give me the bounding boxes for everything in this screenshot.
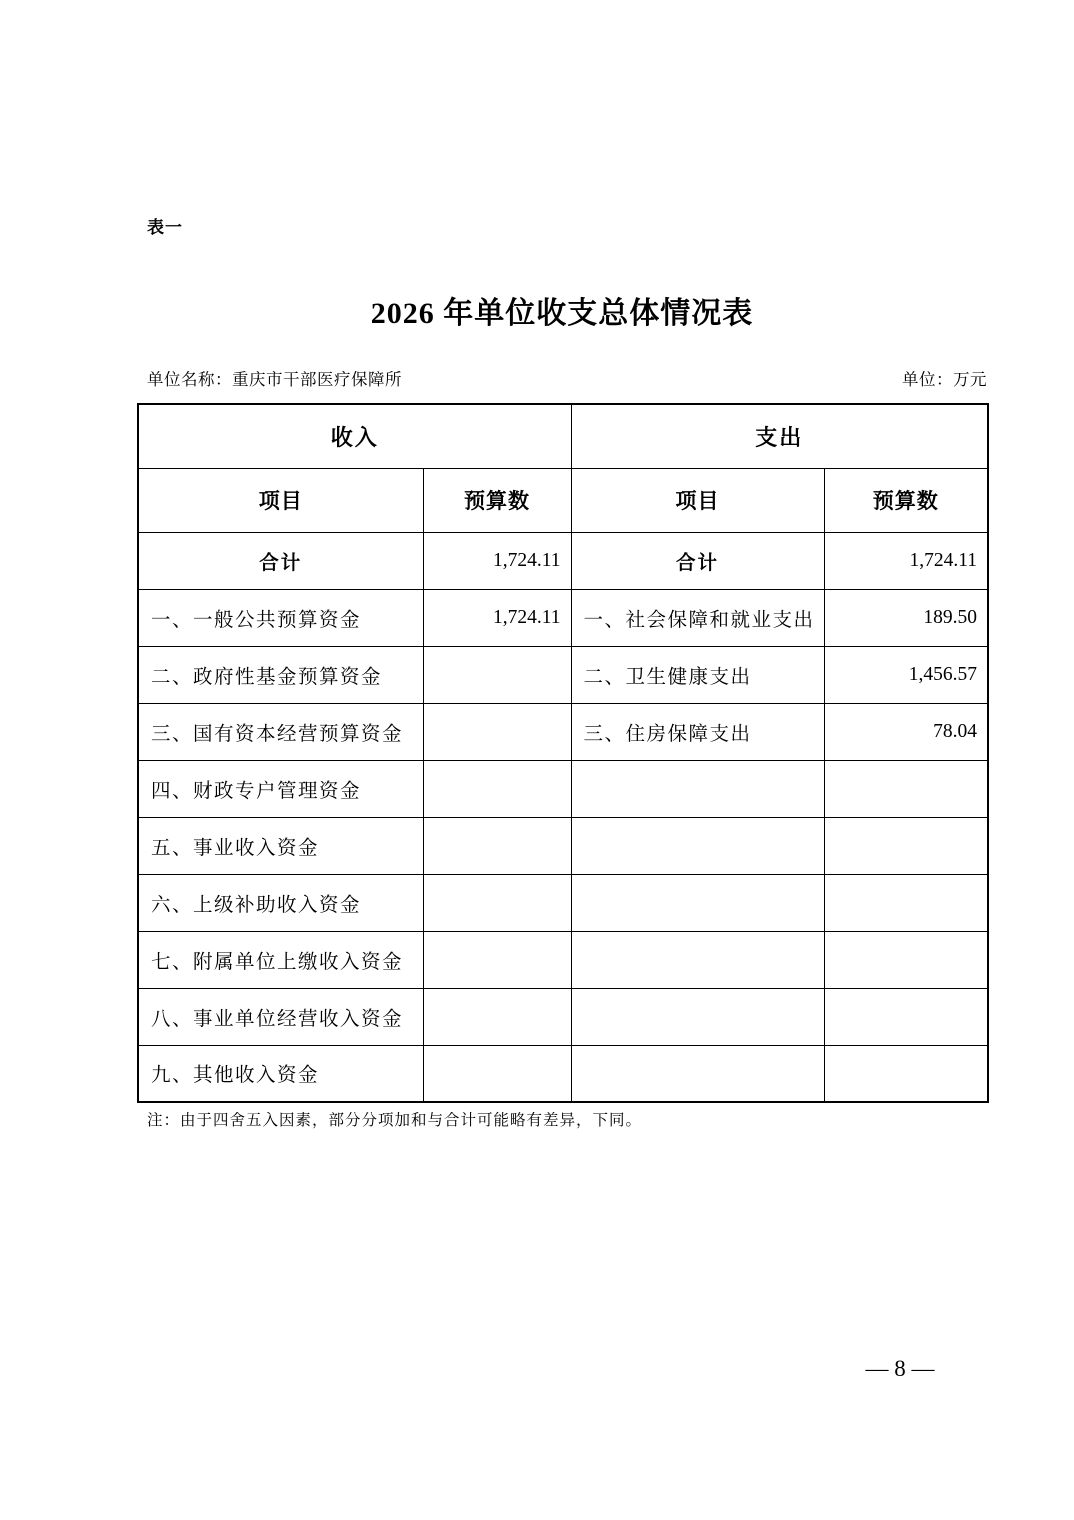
income-item-cell: 九、其他收入资金 [138, 1045, 423, 1102]
income-item-cell: 四、财政专户管理资金 [138, 760, 423, 817]
expense-value-cell [824, 817, 988, 874]
income-value-cell [423, 703, 571, 760]
expense-total-value: 1,724.11 [824, 532, 988, 589]
column-header-row [138, 468, 988, 532]
table-row [138, 874, 988, 931]
expense-value-cell [824, 874, 988, 931]
expense-item-header: 项目 [571, 468, 824, 532]
page-number: — 8 — [865, 1356, 935, 1381]
expense-item-cell: 一、社会保障和就业支出 [571, 589, 824, 646]
total-row [138, 532, 988, 589]
income-total-value: 1,724.11 [423, 532, 571, 589]
table-row [138, 646, 988, 703]
income-item-cell: 七、附属单位上缴收入资金 [138, 931, 423, 988]
income-value-cell [423, 817, 571, 874]
expense-value-cell [824, 988, 988, 1045]
rounding-note: 注：由于四舍五入因素，部分分项加和与合计可能略有差异，下同。 [147, 1112, 643, 1129]
income-total-label: 合计 [138, 532, 423, 589]
expense-total-label: 合计 [571, 532, 824, 589]
income-item-cell: 三、国有资本经营预算资金 [138, 703, 423, 760]
income-value-cell [423, 988, 571, 1045]
meta-line [147, 366, 987, 390]
expense-item-cell: 三、住房保障支出 [571, 703, 824, 760]
currency-unit-label: 单位：万元 [902, 370, 987, 389]
table-row [138, 931, 988, 988]
section-header-row [138, 404, 988, 468]
expense-value-cell: 189.50 [824, 589, 988, 646]
income-value-cell [423, 646, 571, 703]
income-item-cell: 一、一般公共预算资金 [138, 589, 423, 646]
expense-item-cell [571, 1045, 824, 1102]
expense-value-cell: 78.04 [824, 703, 988, 760]
income-item-cell: 八、事业单位经营收入资金 [138, 988, 423, 1045]
income-value-cell [423, 931, 571, 988]
income-item-cell: 六、上级补助收入资金 [138, 874, 423, 931]
income-value-cell [423, 760, 571, 817]
income-value-cell: 1,724.11 [423, 589, 571, 646]
income-item-cell: 二、政府性基金预算资金 [138, 646, 423, 703]
income-budget-header: 预算数 [423, 468, 571, 532]
budget-table [137, 403, 989, 1103]
table-row [138, 589, 988, 646]
income-item-cell: 五、事业收入资金 [138, 817, 423, 874]
table-row [138, 817, 988, 874]
income-value-cell [423, 874, 571, 931]
expense-budget-header: 预算数 [824, 468, 988, 532]
income-section-header: 收入 [138, 404, 571, 468]
expense-item-cell [571, 931, 824, 988]
income-value-cell [423, 1045, 571, 1102]
expense-section-header: 支出 [571, 404, 988, 468]
expense-value-cell [824, 931, 988, 988]
expense-value-cell [824, 1045, 988, 1102]
table-row [138, 760, 988, 817]
expense-item-cell [571, 988, 824, 1045]
expense-value-cell [824, 760, 988, 817]
expense-value-cell: 1,456.57 [824, 646, 988, 703]
page-title: 2026 年单位收支总体情况表 [370, 297, 754, 330]
expense-item-cell [571, 760, 824, 817]
table-row [138, 703, 988, 760]
table-row [138, 1045, 988, 1102]
expense-item-cell [571, 817, 824, 874]
table-label: 表一 [147, 218, 183, 237]
table-row [138, 988, 988, 1045]
income-item-header: 项目 [138, 468, 423, 532]
expense-item-cell: 二、卫生健康支出 [571, 646, 824, 703]
unit-name-label: 单位名称：重庆市干部医疗保障所 [147, 370, 402, 389]
expense-item-cell [571, 874, 824, 931]
